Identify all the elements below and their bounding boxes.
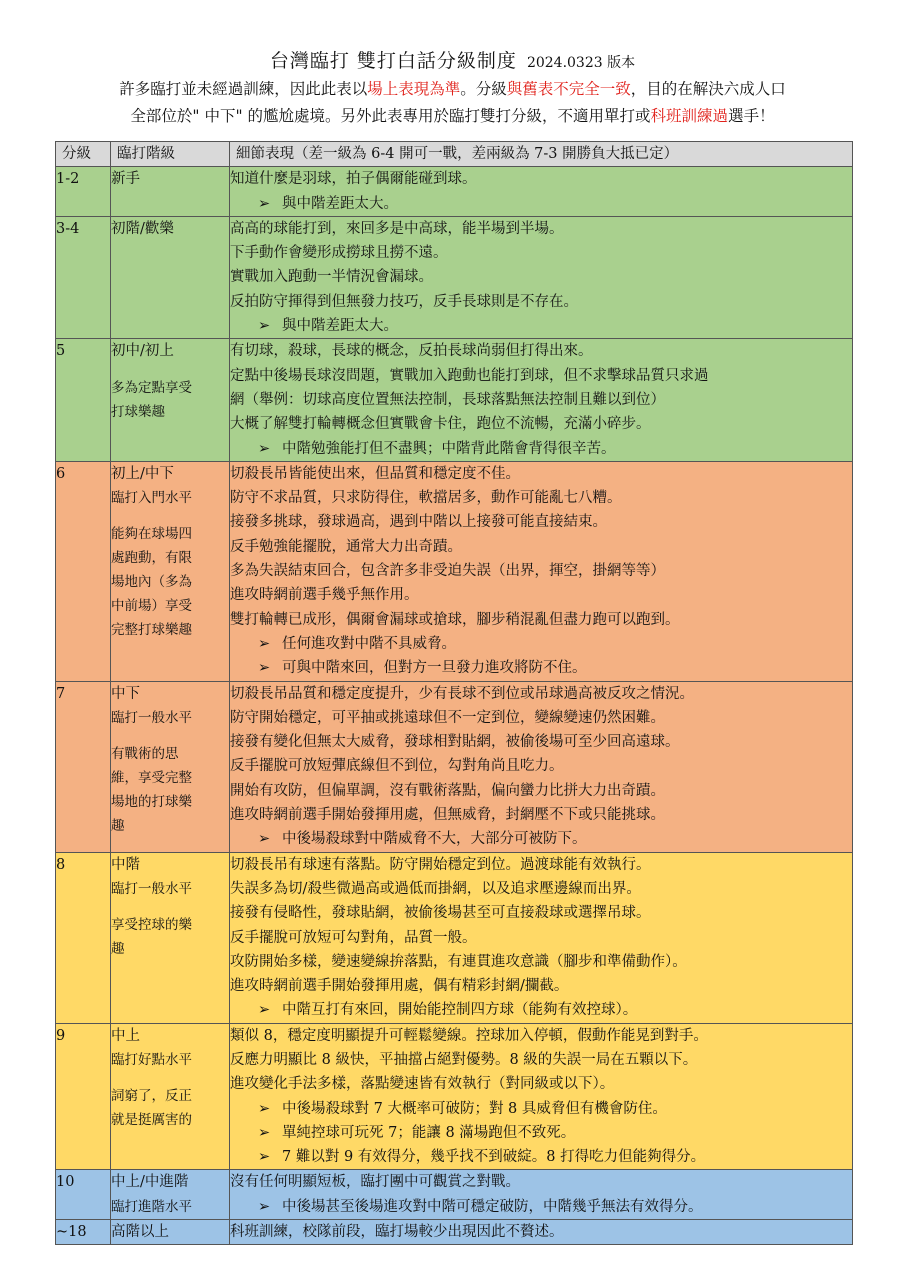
version-label: 2024.0323 版本 — [526, 55, 636, 71]
level-name: 初中/初上 — [111, 343, 174, 360]
table-row — [56, 852, 853, 1023]
detail-bullet: ➢ 中後場殺球對中階威脅不大，大部分可被防下。 — [230, 827, 852, 851]
detail-line: 實戰加入跑動一半情況會漏球。 — [230, 269, 433, 286]
level-cell — [111, 852, 230, 1023]
level-note: 詞窮了，反正 就是挺厲害的 — [111, 1088, 192, 1129]
page-title — [0, 46, 905, 73]
table-row — [56, 1220, 853, 1245]
intro-highlight: 場上表現為準 — [367, 80, 461, 98]
level-name: 中上/中進階 — [111, 1174, 189, 1191]
grade-cell: 1-2 — [56, 167, 111, 217]
intro-line-2 — [30, 103, 875, 130]
detail-bullet: ➢ 任何進攻對中階不具威脅。 — [230, 632, 852, 656]
level-cell — [111, 1170, 230, 1220]
header-detail: 細節表現（差一級為 6-4 開可一戰，差兩級為 7-3 開勝負大抵已定） — [230, 142, 853, 167]
detail-cell — [230, 852, 853, 1023]
detail-cell — [230, 167, 853, 217]
detail-line: 定點中後場長球沒問題，實戰加入跑動也能打到球，但不求擊球品質只求過 — [230, 367, 709, 384]
detail-line: 進攻時網前選手開始發揮用處，但無威脅，封網壓不下或只能挑球。 — [230, 807, 665, 824]
detail-bullet: ➢ 中階互打有來回，開始能控制四方球（能夠有效控球）。 — [230, 998, 852, 1022]
level-cell — [111, 681, 230, 852]
detail-line: 高高的球能打到，來回多是中高球，能半場到半場。 — [230, 220, 564, 237]
detail-line: 網（舉例：切球高度位置無法控制，長球落點無法控制且難以到位） — [230, 391, 665, 408]
level-name: 高階以上 — [111, 1224, 169, 1241]
detail-cell — [230, 339, 853, 461]
grade-cell: 8 — [56, 852, 111, 1023]
level-cell — [111, 461, 230, 681]
detail-line: 進攻時網前選手幾乎無作用。 — [230, 587, 419, 604]
detail-bullet: ➢ 與中階差距太大。 — [230, 314, 852, 338]
table-row — [56, 216, 853, 338]
level-note: 能夠在球場四 處跑動，有限 場地內（多為 中前場）享受 完整打球樂趣 — [111, 526, 192, 639]
detail-line: 沒有任何明顯短板，臨打團中可觀賞之對戰。 — [230, 1174, 520, 1191]
level-subtitle: 臨打一般水平 — [111, 880, 192, 897]
level-name: 初上/中下 — [111, 465, 174, 482]
detail-bullet: ➢ 與中階差距太大。 — [230, 192, 852, 216]
detail-bullet: ➢ 單純控球可玩死 7；能讓 8 滿場跑但不致死。 — [230, 1121, 852, 1145]
title-text: 台灣臨打 雙打白話分級制度 — [269, 50, 517, 72]
detail-line: 切殺長吊品質和穩定度提升，少有長球不到位或吊球過高被反攻之情況。 — [230, 685, 694, 702]
intro-text: 選手！ — [728, 107, 775, 125]
table-row — [56, 1023, 853, 1170]
detail-line: 防守開始穩定，可平抽或挑遠球但不一定到位，變線變速仍然困難。 — [230, 709, 665, 726]
level-name: 中階 — [111, 856, 140, 873]
detail-line: 接發有侵略性，發球貼網，被偷後場甚至可直接殺球或選擇吊球。 — [230, 905, 651, 922]
detail-line: 防守不求品質，只求防得住，軟擋居多，動作可能亂七八糟。 — [230, 490, 622, 507]
table-row — [56, 339, 853, 461]
detail-line: 切殺長吊皆能使出來，但品質和穩定度不佳。 — [230, 465, 520, 482]
detail-line: 開始有攻防，但偏單調，沒有戰術落點，偏向蠻力比拼大力出奇蹟。 — [230, 782, 665, 799]
grade-cell: 3-4 — [56, 216, 111, 338]
detail-bullet: ➢ 中階勉強能打但不盡興；中階背此階會背得很辛苦。 — [230, 437, 852, 461]
grade-cell: 7 — [56, 681, 111, 852]
table-row — [56, 167, 853, 217]
table-row — [56, 681, 853, 852]
grade-cell: 6 — [56, 461, 111, 681]
detail-line: 有切球，殺球，長球的概念，反拍長球尚弱但打得出來。 — [230, 343, 593, 360]
header-level: 臨打階級 — [111, 142, 230, 167]
header-score: 分級 — [56, 142, 111, 167]
detail-cell — [230, 681, 853, 852]
grade-cell: 9 — [56, 1023, 111, 1170]
detail-cell — [230, 1220, 853, 1245]
detail-line: 雙打輪轉已成形，偶爾會漏球或搶球，腳步稍混亂但盡力跑可以跑到。 — [230, 611, 680, 628]
detail-bullet: ➢ 可與中階來回，但對方一旦發力進攻將防不住。 — [230, 656, 852, 680]
intro-text: 許多臨打並未經過訓練，因此此表以 — [119, 80, 368, 98]
grade-cell: 10 — [56, 1170, 111, 1220]
level-cell — [111, 167, 230, 217]
intro-line-1 — [30, 76, 875, 103]
detail-cell — [230, 461, 853, 681]
intro-text: 全部位於" 中下" 的尷尬處境。另外此表專用於臨打雙打分級，不適用單打或 — [130, 107, 651, 125]
intro-text: 。分級 — [460, 80, 507, 98]
detail-line: 進攻時網前選手開始發揮用處，偶有精彩封網/攔截。 — [230, 978, 569, 995]
level-note: 多為定點享受 打球樂趣 — [111, 379, 192, 420]
grade-cell: 5 — [56, 339, 111, 461]
level-cell — [111, 339, 230, 461]
table-row — [56, 1170, 853, 1220]
detail-bullet: ➢ 中後場甚至後場進攻對中階可穩定破防，中階幾乎無法有效得分。 — [230, 1195, 852, 1219]
detail-line: 接發多挑球，發球過高，遇到中階以上接發可能直接結束。 — [230, 514, 607, 531]
detail-line: 反手擺脫可放短彈底線但不到位，勾對角尚且吃力。 — [230, 758, 564, 775]
level-cell — [111, 216, 230, 338]
level-subtitle: 臨打入門水平 — [111, 490, 192, 507]
detail-line: 下手動作會變形成撈球且撈不遠。 — [230, 245, 448, 262]
intro-text: ，目的在解決六成人口 — [630, 80, 786, 98]
detail-line: 反拍防守揮得到但無發力技巧，反手長球則是不存在。 — [230, 293, 578, 310]
table-header-row — [56, 142, 853, 167]
detail-bullet: ➢ 中後場殺球對 7 大概率可破防；對 8 具威脅但有機會防住。 — [230, 1097, 852, 1121]
grading-table — [55, 141, 853, 1245]
detail-cell — [230, 1170, 853, 1220]
detail-line: 攻防開始多樣，變速變線拚落點，有連貫進攻意識（腳步和準備動作）。 — [230, 953, 687, 970]
level-cell — [111, 1023, 230, 1170]
detail-line: 接發有變化但無太大威脅，發球相對貼網，被偷後場可至少回高遠球。 — [230, 734, 680, 751]
detail-line: 科班訓練，校隊前段，臨打場較少出現因此不贅述。 — [230, 1224, 564, 1241]
detail-line: 多為失誤結束回合，包含許多非受迫失誤（出界，揮空，掛網等等） — [230, 563, 665, 580]
detail-cell — [230, 216, 853, 338]
level-note: 有戰術的思 維，享受完整 場地的打球樂 趣 — [111, 746, 192, 835]
table-row — [56, 461, 853, 681]
detail-line: 失誤多為切/殺些微過高或過低而掛網，以及追求壓邊線而出界。 — [230, 880, 641, 897]
level-note: 享受控球的樂 趣 — [111, 917, 192, 958]
intro-highlight: 與舊表不完全一致 — [506, 80, 631, 98]
level-name: 中下 — [111, 685, 140, 702]
intro-highlight: 科班訓練過 — [650, 107, 729, 125]
level-subtitle: 臨打進階水平 — [111, 1198, 192, 1215]
detail-line: 切殺長吊有球速有落點。防守開始穩定到位。過渡球能有效執行。 — [230, 856, 651, 873]
detail-line: 知道什麼是羽球，拍子偶爾能碰到球。 — [230, 171, 477, 188]
level-name: 中上 — [111, 1027, 140, 1044]
level-cell — [111, 1220, 230, 1245]
detail-bullet: ➢ 7 難以對 9 有效得分，幾乎找不到破綻。8 打得吃力但能夠得分。 — [230, 1145, 852, 1169]
detail-line: 反手擺脫可放短可勾對角，品質一般。 — [230, 929, 477, 946]
detail-cell — [230, 1023, 853, 1170]
detail-line: 進攻變化手法多樣，落點變速皆有效執行（對同級或以下）。 — [230, 1076, 615, 1093]
level-subtitle: 臨打好點水平 — [111, 1051, 192, 1068]
grade-cell: ~18 — [56, 1220, 111, 1245]
level-name: 新手 — [111, 171, 140, 188]
detail-line: 大概了解雙打輪轉概念但實戰會卡住，跑位不流暢，充滿小碎步。 — [230, 416, 651, 433]
detail-line: 類似 8，穩定度明顯提升可輕鬆變線。控球加入停頓，假動作能晃到對手。 — [230, 1027, 708, 1044]
detail-line: 反手勉強能擺脫，通常大力出奇蹟。 — [230, 538, 462, 555]
table-body — [56, 167, 853, 1245]
level-name: 初階/歡樂 — [111, 220, 174, 237]
detail-line: 反應力明顯比 8 級快，平抽擋占絕對優勢。8 級的失誤一局在五顆以下。 — [230, 1051, 698, 1068]
level-subtitle: 臨打一般水平 — [111, 709, 192, 726]
